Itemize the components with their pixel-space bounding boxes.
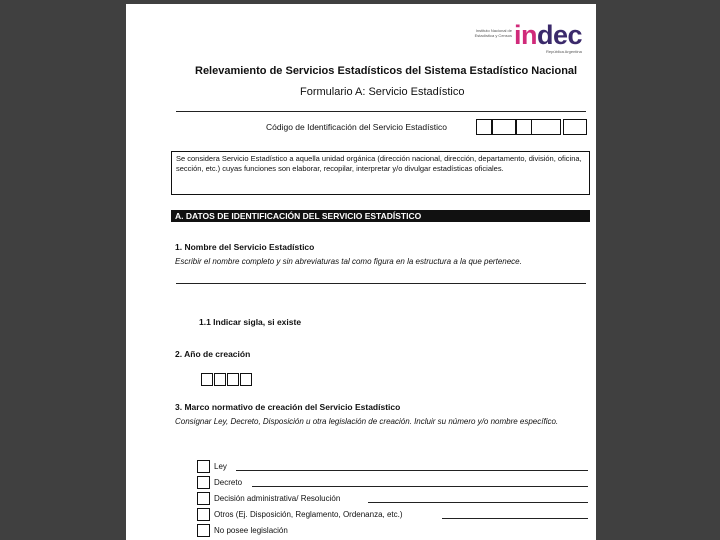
form-page bbox=[126, 4, 596, 540]
option-decision-line[interactable] bbox=[368, 502, 588, 503]
q3-instruction: Consignar Ley, Decreto, Disposición u otra legislación de creación. Incluir su número y/o nombre específico. bbox=[175, 417, 559, 426]
logo-brand-prefix: in bbox=[514, 20, 537, 50]
option-ley-label: Ley bbox=[214, 462, 227, 471]
code-digit-box[interactable] bbox=[492, 119, 516, 135]
option-decreto-line[interactable] bbox=[252, 486, 588, 487]
code-label: Código de Identificación del Servicio Estadístico bbox=[266, 122, 447, 132]
section-a-header: A. DATOS DE IDENTIFICACIÓN DEL SERVICIO ESTADÍSTICO bbox=[171, 210, 590, 222]
option-no-posee-label: No posee legislación bbox=[214, 526, 288, 535]
year-digit-box[interactable] bbox=[201, 373, 213, 386]
form-title: Relevamiento de Servicios Estadísticos del Sistema Estadístico Nacional bbox=[195, 65, 578, 77]
q1-answer-line[interactable] bbox=[176, 283, 586, 284]
q1-1-label: 1.1 Indicar sigla, si existe bbox=[199, 317, 302, 327]
checkbox-no-posee[interactable] bbox=[197, 524, 210, 537]
logo-brand-suffix: dec bbox=[537, 20, 583, 50]
checkbox-otros[interactable] bbox=[197, 508, 210, 521]
logo-institution-text: Instituto Nacional de Estadística y Censos bbox=[474, 28, 512, 38]
option-decision-label: Decisión administrativa/ Resolución bbox=[214, 494, 341, 503]
checkbox-decision[interactable] bbox=[197, 492, 210, 505]
year-digit-box[interactable] bbox=[214, 373, 226, 386]
q2-label: 2. Año de creación bbox=[175, 349, 251, 359]
option-otros-line[interactable] bbox=[442, 518, 588, 519]
option-decreto-label: Decreto bbox=[214, 478, 243, 487]
checkbox-ley[interactable] bbox=[197, 460, 210, 473]
logo-country-text: República Argentina bbox=[546, 49, 582, 54]
indec-logo bbox=[514, 20, 582, 51]
year-digit-box[interactable] bbox=[227, 373, 239, 386]
code-digit-box[interactable] bbox=[476, 119, 492, 135]
year-digit-box[interactable] bbox=[240, 373, 252, 386]
q1-instruction: Escribir el nombre completo y sin abreviaturas tal como figura en la estructura a la que pertenece. bbox=[175, 257, 522, 266]
title-divider bbox=[176, 111, 586, 112]
definition-box: Se considera Servicio Estadístico a aquella unidad orgánica (dirección nacional, dirección, departamento, división, oficina, sección, etc.) cuyas funciones son elaborar, recopilar, interpretar y/o divulgar estadísticas oficiales. bbox=[171, 151, 590, 195]
form-subtitle: Formulario A: Servicio Estadístico bbox=[300, 86, 465, 98]
code-digit-box[interactable] bbox=[563, 119, 587, 135]
option-otros-label: Otros (Ej. Disposición, Reglamento, Ordenanza, etc.) bbox=[214, 510, 403, 519]
checkbox-decreto[interactable] bbox=[197, 476, 210, 489]
option-ley-line[interactable] bbox=[236, 470, 588, 471]
q3-label: 3. Marco normativo de creación del Servicio Estadístico bbox=[175, 402, 401, 412]
q1-label: 1. Nombre del Servicio Estadístico bbox=[175, 242, 315, 252]
code-digit-box[interactable] bbox=[516, 119, 532, 135]
code-digit-box[interactable] bbox=[531, 119, 561, 135]
